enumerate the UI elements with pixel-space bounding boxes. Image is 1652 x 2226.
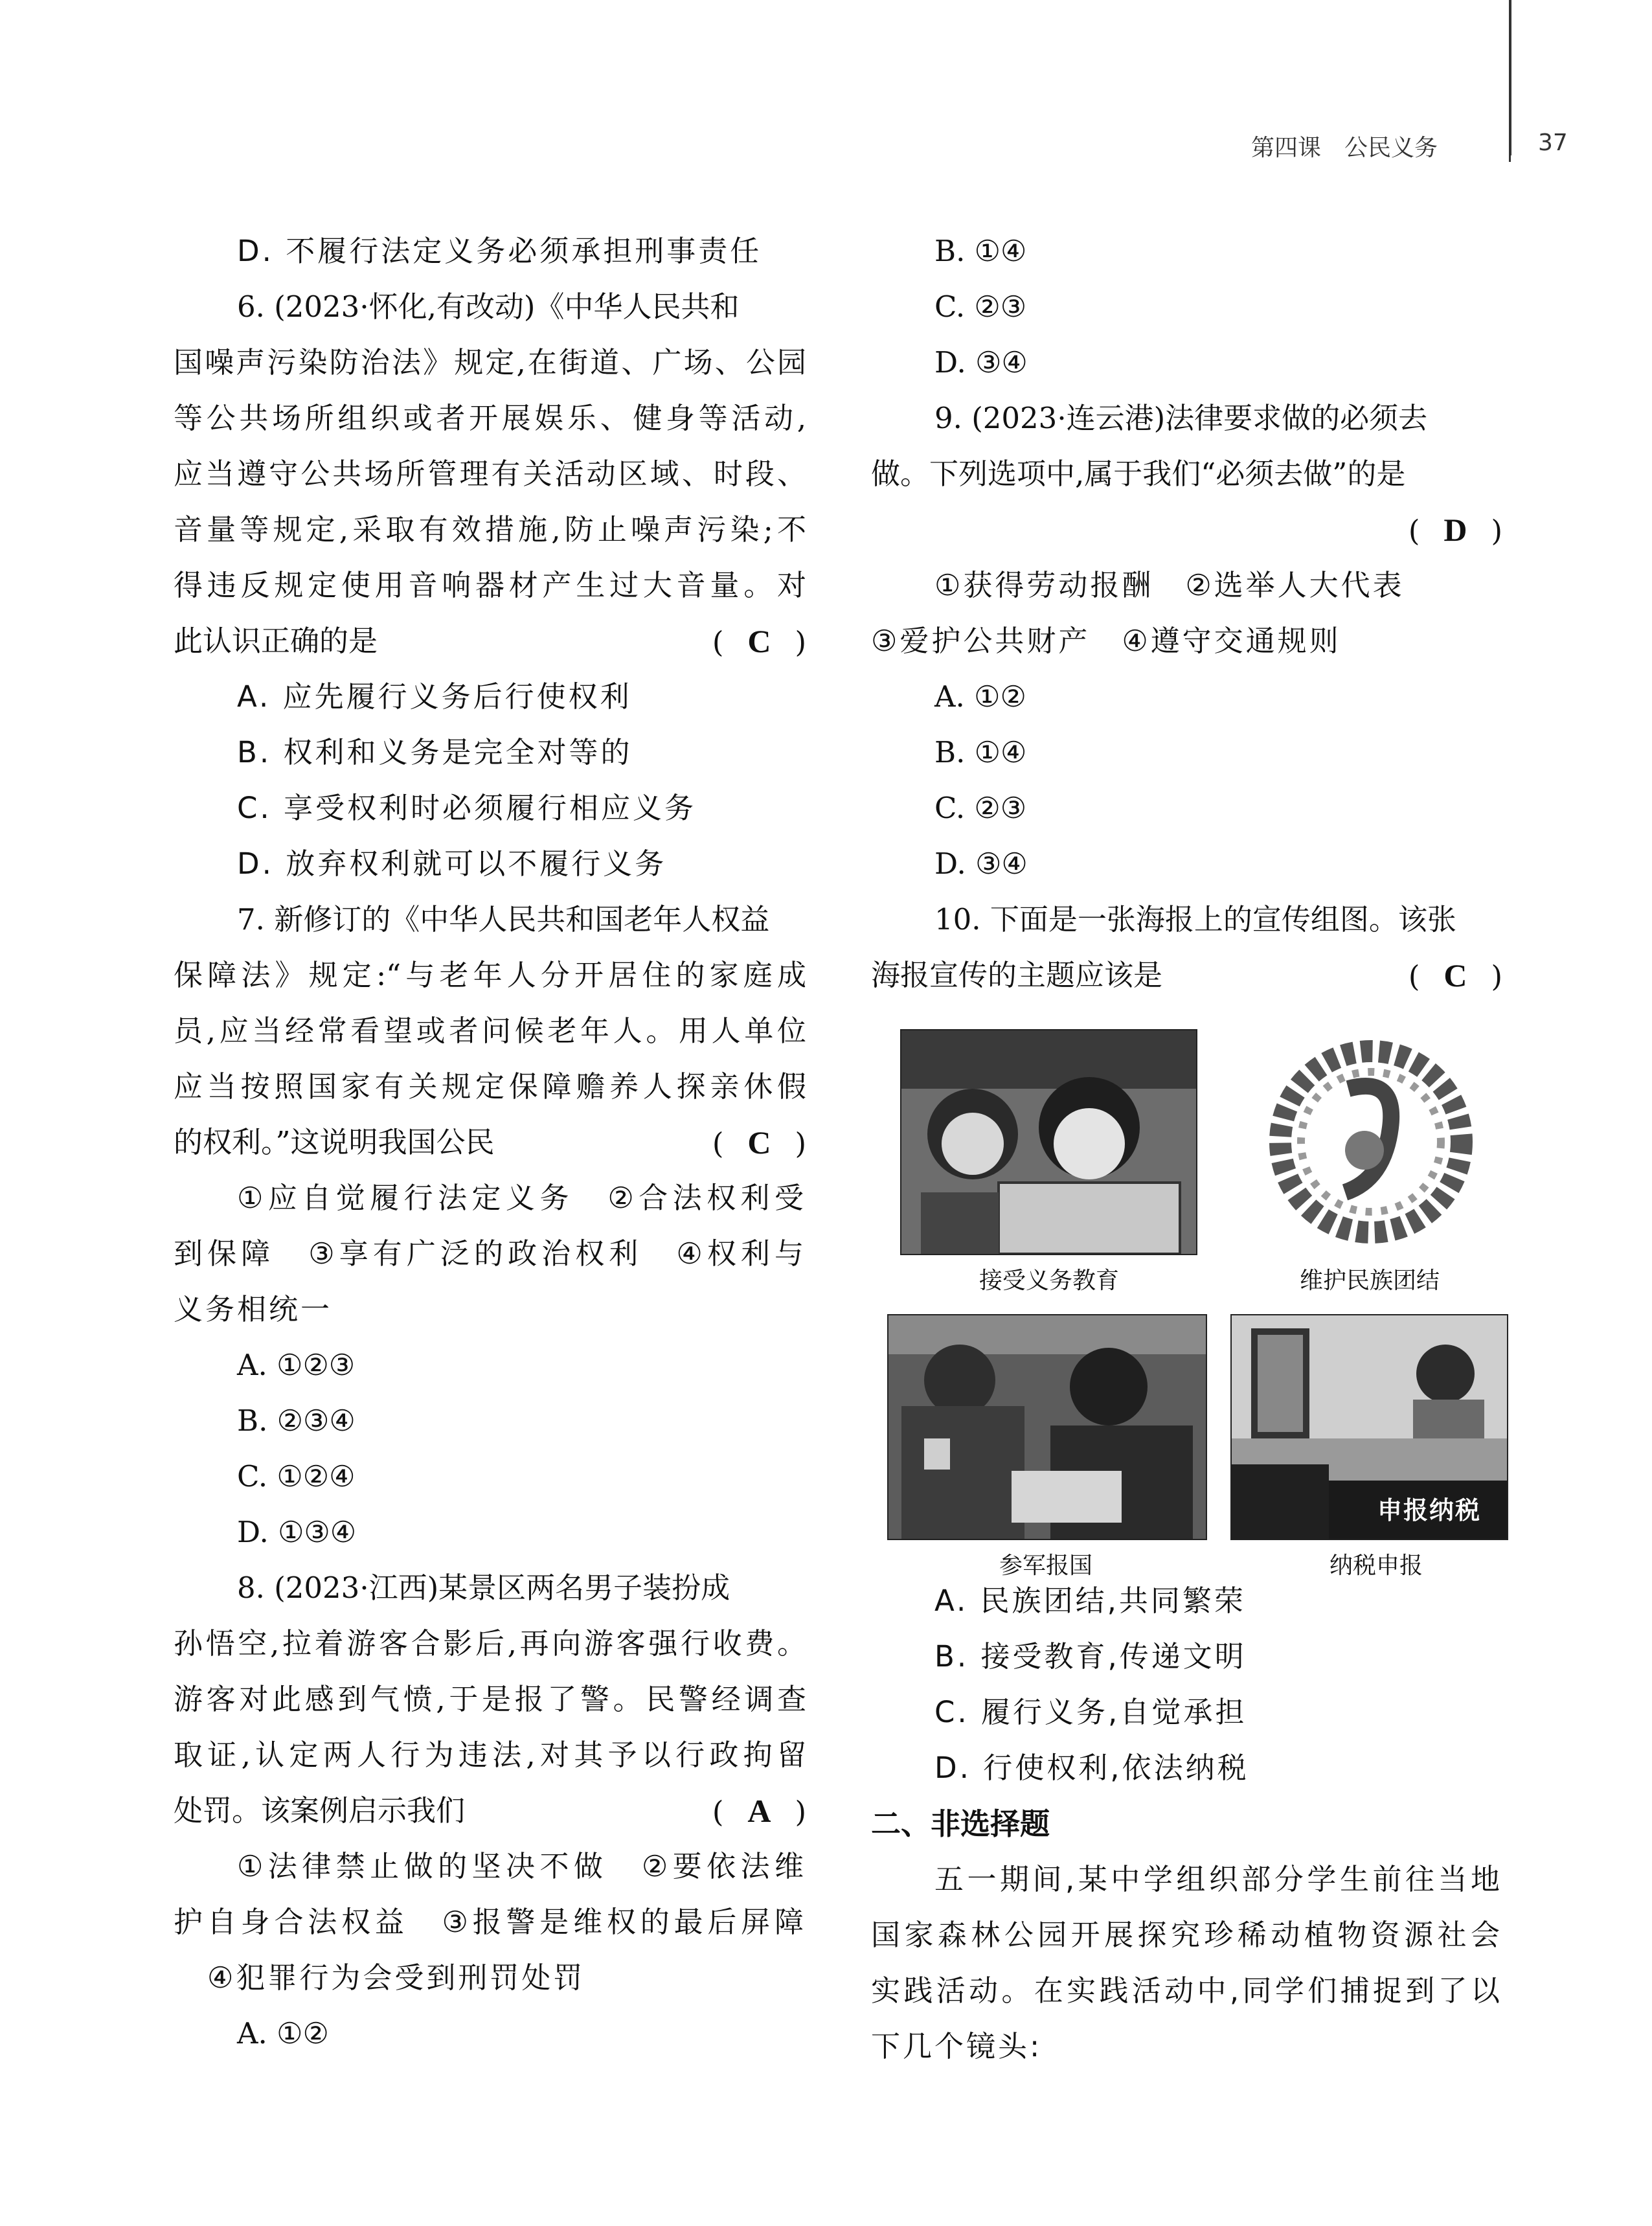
q6-stem-line: 音量等规定,采取有效措施,防止噪声污染;不: [174, 512, 806, 547]
intro-line: 五一期间,某中学组织部分学生前往当地: [934, 1862, 1502, 1896]
q10-answer-bracket: ( C ): [1409, 948, 1502, 1005]
q8-stem-line: 取证,认定两人行为违法,对其予以行政拘留: [174, 1738, 806, 1772]
q9-answer-line: [871, 502, 1502, 558]
q7-item-line: 义务相统一: [174, 1292, 333, 1326]
photo-students-reading-image: [901, 1030, 1196, 1254]
q8-answer: A: [747, 1793, 771, 1829]
q8-option-a: A. ①②: [237, 2016, 329, 2050]
q8-option-d: D. ③④: [934, 345, 1028, 380]
q7-answer: C: [747, 1124, 771, 1161]
q7-option-b: B. ②③④: [237, 1403, 356, 1438]
running-header: [0, 130, 1568, 168]
right-column: [871, 223, 1502, 2074]
q6-stem-line: 应当遵守公共场所管理有关活动区域、时段、: [174, 457, 806, 491]
photo-enlistment-image: [888, 1315, 1206, 1539]
intro-line: 实践活动。在实践活动中,同学们捕捉到了以: [871, 1973, 1502, 2008]
q9-option-a: A. ①②: [934, 679, 1026, 714]
q9-stem-line: 做。下列选项中,属于我们“必须去做”的是: [871, 457, 1406, 491]
q7-answer-bracket: ( C ): [712, 1115, 806, 1172]
q7-option-c: C. ①②④: [237, 1459, 356, 1493]
q8-item-line: ④犯罪行为会受到刑罚处罚: [207, 1960, 585, 1995]
section-title-non-choice: 二、非选择题: [871, 1806, 1050, 1841]
caption-compulsory-education: 接受义务教育: [979, 1267, 1119, 1294]
photo-students-reading: [900, 1029, 1197, 1255]
q9-item-line: ③爱护公共财产 ④遵守交通规则: [871, 624, 1341, 658]
q7-stem-line: 应当按照国家有关规定保障赡养人探亲休假: [174, 1069, 806, 1104]
q5-option-d: D. 不履行法定义务必须承担刑事责任: [237, 234, 762, 268]
q8-option-c: C. ②③: [934, 290, 1027, 324]
q9-answer-bracket: ( D ): [1409, 502, 1502, 559]
caption-ethnic-unity: 维护民族团结: [1299, 1267, 1440, 1294]
q6-stem-text: 此认识正确的是: [174, 624, 378, 658]
q10-option-b: B. 接受教育,传递文明: [934, 1639, 1247, 1674]
q9-option-c: C. ②③: [934, 791, 1027, 825]
q10-stem-line-last: [871, 948, 1502, 1003]
q10-option-d: D. 行使权利,依法纳税: [934, 1751, 1249, 1785]
q7-option-d: D. ①③④: [237, 1515, 357, 1549]
q10-stem-text: 海报宣传的主题应该是: [871, 958, 1163, 992]
q9-option-b: B. ①④: [934, 735, 1027, 769]
q6-answer-bracket: ( C ): [712, 613, 806, 670]
intro-line: 国家森林公园开展探究珍稀动植物资源社会: [871, 1918, 1502, 1952]
q6-stem-line: 等公共场所组织或者开展娱乐、健身等活动,: [174, 401, 806, 435]
page-number: 37: [1538, 130, 1568, 156]
photo-enlistment: [887, 1314, 1207, 1540]
q6-stem-line: 国噪声污染防治法》规定,在街道、广场、公园: [174, 345, 806, 380]
q7-item-line: 到保障 ③享有广泛的政治权利 ④权利与: [174, 1236, 806, 1271]
q7-stem-line-last: [174, 1115, 806, 1170]
q8-stem-line: 游客对此感到气愤,于是报了警。民警经调查: [174, 1682, 806, 1716]
intro-line: 下几个镜头:: [871, 2029, 1043, 2063]
caption-tax-declaration: 纳税申报: [1329, 1552, 1423, 1579]
header-divider: [1509, 130, 1511, 162]
q9-option-d: D. ③④: [934, 846, 1028, 881]
q10-stem-line: 10. 下面是一张海报上的宣传组图。该张: [934, 902, 1456, 937]
q6-stem-line: 得违反规定使用音响器材产生过大音量。对: [174, 568, 806, 602]
photo-tax-declaration: [1230, 1314, 1508, 1540]
q6-answer: C: [747, 623, 771, 659]
q7-stem-line: 保障法》规定:“与老年人分开居住的家庭成: [174, 958, 806, 992]
q9-stem-line: 9. (2023·连云港)法律要求做的必须去: [934, 401, 1428, 435]
q9-item-line: ①获得劳动报酬 ②选举人大代表: [934, 568, 1405, 602]
q7-option-a: A. ①②③: [237, 1348, 356, 1382]
q8-stem-line-last: [174, 1783, 806, 1839]
q7-item-line: ①应自觉履行法定义务 ②合法权利受: [237, 1181, 806, 1215]
q7-stem-text: 的权利。”这说明我国公民: [174, 1125, 495, 1159]
q6-stem-line-last: [174, 613, 806, 669]
q8-stem-text: 处罚。该案例启示我们: [174, 1793, 466, 1828]
q10-option-c: C. 履行义务,自觉承担: [934, 1695, 1247, 1729]
q7-stem-line: 7. 新修订的《中华人民共和国老年人权益: [237, 902, 770, 937]
q7-stem-line: 员,应当经常看望或者问候老年人。用人单位: [174, 1014, 806, 1048]
caption-enlistment: 参军报国: [999, 1552, 1092, 1579]
q6-option-c: C. 享受权利时必须履行相应义务: [237, 791, 697, 825]
chapter-title: 第四课 公民义务: [1250, 135, 1438, 161]
photo-ethnic-unity: [1234, 1029, 1508, 1255]
q8-stem-line: 孙悟空,拉着游客合影后,再向游客强行收费。: [174, 1626, 806, 1661]
q8-stem-line: 8. (2023·江西)某景区两名男子装扮成: [237, 1571, 730, 1605]
q10-option-a: A. 民族团结,共同繁荣: [934, 1584, 1246, 1618]
q9-answer: D: [1443, 512, 1467, 548]
q8-option-b: B. ①④: [934, 234, 1027, 268]
q8-item-line: 护自身合法权益 ③报警是维权的最后屏障: [174, 1905, 806, 1939]
q10-answer: C: [1443, 957, 1467, 994]
q6-option-a: A. 应先履行义务后行使权利: [237, 679, 632, 714]
q8-item-line: ①法律禁止做的坚决不做 ②要依法维: [237, 1849, 806, 1883]
photo-ethnic-unity-image: [1235, 1030, 1507, 1254]
tax-sign-text: 申报纳税: [1377, 1496, 1481, 1525]
left-column: [174, 223, 806, 2061]
q8-answer-bracket: ( A ): [712, 1783, 806, 1840]
poster-photo-grid: [871, 1010, 1502, 1579]
q6-stem-line: 6. (2023·怀化,有改动)《中华人民共和: [237, 290, 740, 324]
q6-option-b: B. 权利和义务是完全对等的: [237, 735, 633, 769]
q6-option-d: D. 放弃权利就可以不履行义务: [237, 846, 667, 881]
